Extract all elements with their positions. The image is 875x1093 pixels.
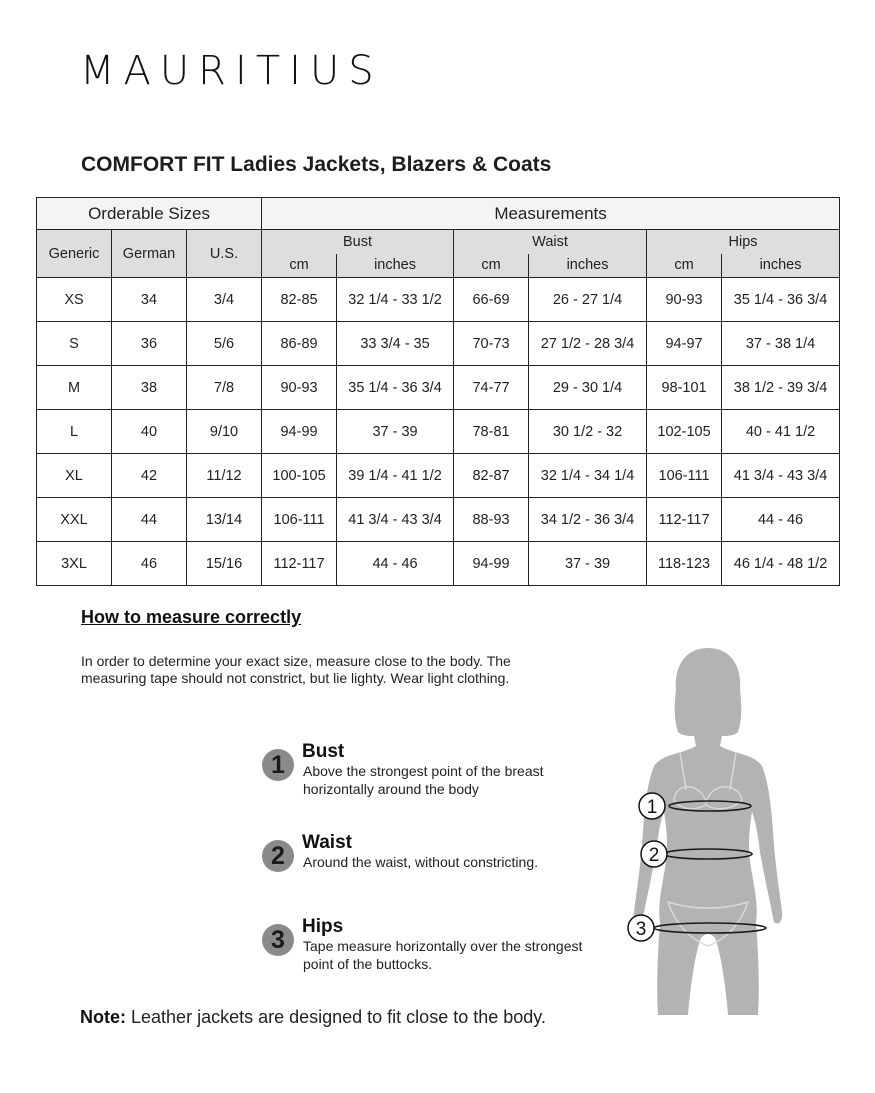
generic-size-cell: XXL (37, 498, 112, 542)
german-size-cell: 42 (112, 454, 187, 498)
table-row (37, 322, 840, 366)
waist-cm-cell: 70-73 (454, 322, 529, 366)
bust-cm-cell: 100-105 (262, 454, 337, 498)
table-row (37, 410, 840, 454)
us-column-header: U.S. (187, 230, 262, 278)
waist-column-header: Waist (454, 230, 647, 254)
us-size-cell: 3/4 (187, 278, 262, 322)
generic-size-cell: S (37, 322, 112, 366)
waist-cm-cell: 66-69 (454, 278, 529, 322)
waist-inches-cell: 29 - 30 1/4 (529, 366, 647, 410)
waist-inches-cell: 34 1/2 - 36 3/4 (529, 498, 647, 542)
hips-inches-cell: 37 - 38 1/4 (722, 322, 840, 366)
table-row (37, 454, 840, 498)
note (80, 1007, 546, 1028)
waist-inches-header: inches (529, 254, 647, 278)
hips-inches-cell: 46 1/4 - 48 1/2 (722, 542, 840, 586)
bust-cm-cell: 90-93 (262, 366, 337, 410)
us-size-cell: 7/8 (187, 366, 262, 410)
bust-cm-header: cm (262, 254, 337, 278)
waist-cm-cell: 78-81 (454, 410, 529, 454)
waist-inches-cell: 27 1/2 - 28 3/4 (529, 322, 647, 366)
bust-inches-cell: 32 1/4 - 33 1/2 (337, 278, 454, 322)
step-title: Bust (302, 741, 345, 762)
hips-cm-header: cm (647, 254, 722, 278)
hips-marker-label: 3 (635, 919, 647, 940)
step-number-badge: 1 (262, 749, 294, 781)
table-row (37, 542, 840, 586)
bust-inches-cell: 41 3/4 - 43 3/4 (337, 498, 454, 542)
german-size-cell: 36 (112, 322, 187, 366)
hips-cm-cell: 106-111 (647, 454, 722, 498)
waist-inches-cell: 26 - 27 1/4 (529, 278, 647, 322)
hips-cm-cell: 112-117 (647, 498, 722, 542)
body-silhouette-figure (620, 640, 795, 1025)
waist-cm-cell: 94-99 (454, 542, 529, 586)
bust-inches-cell: 35 1/4 - 36 3/4 (337, 366, 454, 410)
hips-inches-cell: 44 - 46 (722, 498, 840, 542)
generic-column-header: Generic (37, 230, 112, 278)
brand-logo: MAURITIUS (80, 48, 383, 94)
hips-column-header: Hips (647, 230, 840, 254)
table-row (37, 366, 840, 410)
hips-inches-cell: 40 - 41 1/2 (722, 410, 840, 454)
generic-size-cell: L (37, 410, 112, 454)
german-size-cell: 38 (112, 366, 187, 410)
hips-inches-cell: 35 1/4 - 36 3/4 (722, 278, 840, 322)
waist-cm-cell: 74-77 (454, 366, 529, 410)
bust-inches-cell: 37 - 39 (337, 410, 454, 454)
hips-cm-cell: 98-101 (647, 366, 722, 410)
note-text: Leather jackets are designed to fit close to the body. (131, 1007, 546, 1027)
bust-cm-cell: 106-111 (262, 498, 337, 542)
waist-inches-cell: 32 1/4 - 34 1/4 (529, 454, 647, 498)
german-column-header: German (112, 230, 187, 278)
generic-size-cell: 3XL (37, 542, 112, 586)
step-description: Above the strongest point of the breast horizontally around the body (303, 763, 544, 797)
generic-size-cell: M (37, 366, 112, 410)
hips-cm-cell: 102-105 (647, 410, 722, 454)
waist-cm-header: cm (454, 254, 529, 278)
table-row (37, 278, 840, 322)
us-size-cell: 11/12 (187, 454, 262, 498)
generic-size-cell: XL (37, 454, 112, 498)
bust-cm-cell: 112-117 (262, 542, 337, 586)
step-number-badge: 3 (262, 924, 294, 956)
bust-inches-header: inches (337, 254, 454, 278)
bust-inches-cell: 39 1/4 - 41 1/2 (337, 454, 454, 498)
measurements-header: Measurements (262, 198, 840, 230)
hips-cm-cell: 118-123 (647, 542, 722, 586)
bust-cm-cell: 82-85 (262, 278, 337, 322)
bust-marker-label: 1 (646, 797, 658, 818)
size-chart-table (36, 197, 840, 586)
bust-cm-cell: 94-99 (262, 410, 337, 454)
generic-size-cell: XS (37, 278, 112, 322)
how-to-measure-intro: In order to determine your exact size, measure close to the body. The measuring tape should not constrict, but lie lighty. Wear light clothing. (81, 653, 511, 686)
hips-inches-cell: 38 1/2 - 39 3/4 (722, 366, 840, 410)
step-description: Tape measure horizontally over the strongest point of the buttocks. (303, 938, 583, 972)
german-size-cell: 44 (112, 498, 187, 542)
hips-cm-cell: 94-97 (647, 322, 722, 366)
us-size-cell: 5/6 (187, 322, 262, 366)
body-silhouette (634, 648, 782, 1015)
hips-inches-header: inches (722, 254, 840, 278)
note-label: Note: (80, 1007, 126, 1027)
waist-marker-label: 2 (648, 845, 660, 866)
hips-cm-cell: 90-93 (647, 278, 722, 322)
bust-cm-cell: 86-89 (262, 322, 337, 366)
hips-inches-cell: 41 3/4 - 43 3/4 (722, 454, 840, 498)
us-size-cell: 15/16 (187, 542, 262, 586)
german-size-cell: 34 (112, 278, 187, 322)
waist-inches-cell: 37 - 39 (529, 542, 647, 586)
step-title: Waist (302, 832, 352, 853)
table-row (37, 498, 840, 542)
orderable-sizes-header: Orderable Sizes (37, 198, 262, 230)
us-size-cell: 9/10 (187, 410, 262, 454)
german-size-cell: 40 (112, 410, 187, 454)
german-size-cell: 46 (112, 542, 187, 586)
waist-cm-cell: 82-87 (454, 454, 529, 498)
waist-cm-cell: 88-93 (454, 498, 529, 542)
bust-inches-cell: 44 - 46 (337, 542, 454, 586)
us-size-cell: 13/14 (187, 498, 262, 542)
step-title: Hips (302, 916, 344, 937)
step-number-badge: 2 (262, 840, 294, 872)
size-chart-body (37, 278, 840, 586)
bust-inches-cell: 33 3/4 - 35 (337, 322, 454, 366)
waist-inches-cell: 30 1/2 - 32 (529, 410, 647, 454)
step-description: Around the waist, without constricting. (303, 854, 539, 870)
bust-column-header: Bust (262, 230, 454, 254)
how-to-measure-heading: How to measure correctly (81, 607, 302, 627)
page-title: COMFORT FIT Ladies Jackets, Blazers & Coats (81, 153, 552, 176)
